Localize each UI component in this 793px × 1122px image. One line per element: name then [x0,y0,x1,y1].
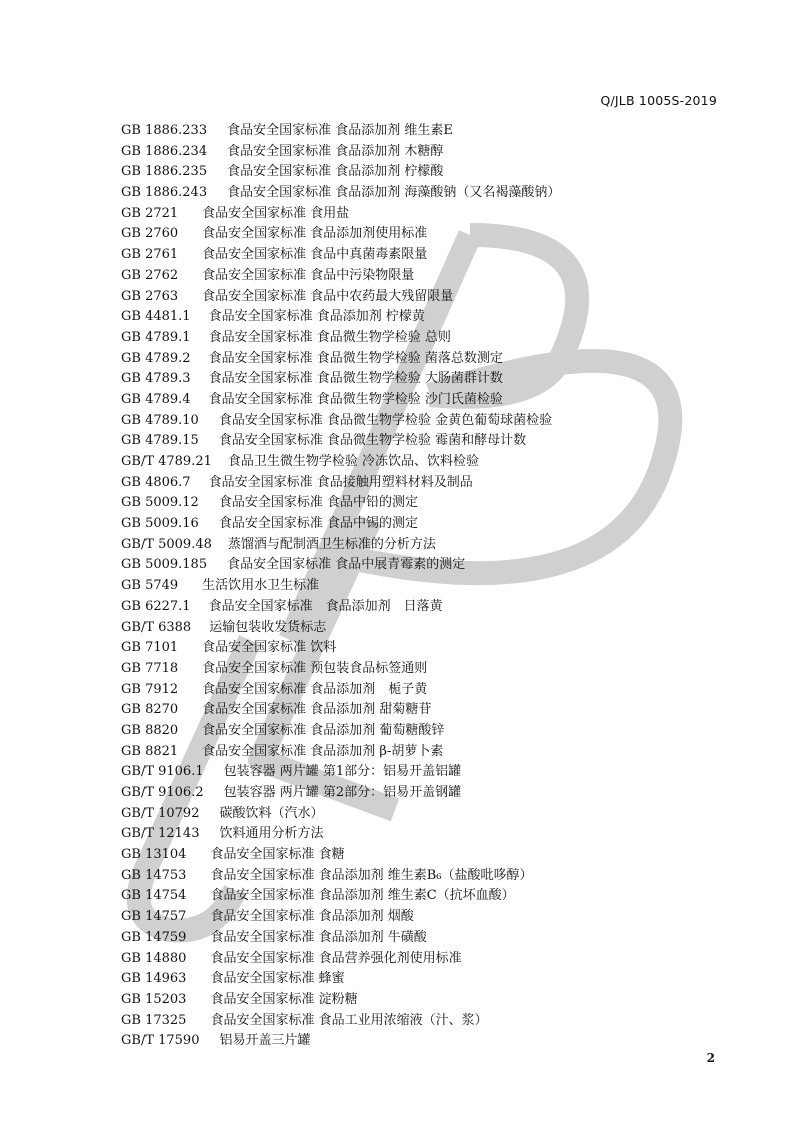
standard-title: 食品安全国家标准 食品中锡的测定 [218,516,418,532]
standard-title: 运输包装收发货标志 [209,619,327,635]
standard-code: GB 2762 [121,267,179,283]
standard-code: GB 14753 [121,867,187,883]
standard-title: 食品安全国家标准 食品微生物学检验 金黄色葡萄球菌检验 [218,412,553,428]
standard-row [121,659,560,680]
standard-row [121,452,560,473]
standard-row [121,804,560,825]
standard-row [121,535,560,556]
standards-list [121,121,560,1052]
standard-code: GB 8270 [121,702,179,718]
standard-title: 食品安全国家标准 食品添加剂 葡萄糖酸锌 [202,722,445,738]
standard-title: 食品安全国家标准 食品添加剂 栀子黄 [202,681,428,697]
standard-row [121,680,560,701]
standard-row [121,949,560,970]
standard-code: GB 4789.4 [121,391,191,407]
standard-row [121,328,560,349]
standard-title: 食品安全国家标准 食品添加剂 甜菊糖苷 [202,702,432,718]
standard-code: GB 4806.7 [121,474,191,490]
standard-title: 食品安全国家标准 食品中农药最大残留限量 [202,288,454,304]
standard-code: GB 5009.16 [121,516,199,532]
standard-code: GB 2760 [121,226,179,242]
standard-code: GB 4789.10 [121,412,199,428]
standard-title: 食品安全国家标准 食糖 [210,847,345,863]
standard-title: 食品安全国家标准 饮料 [202,640,337,656]
standard-title: 食品安全国家标准 食品中铅的测定 [218,495,418,511]
standard-title: 碳酸饮料（汽水） [219,805,324,821]
standard-code: GB 1886.233 [121,123,208,138]
standard-title: 食品安全国家标准 食品添加剂 柠檬黄 [208,309,425,325]
standard-row [121,514,560,535]
standard-title: 食品安全国家标准 食品微生物学检验 沙门氏菌检验 [208,391,503,407]
standard-code: GB 8820 [121,722,179,738]
standard-code: GB/T 6388 [121,619,192,635]
standard-title: 食品安全国家标准 食品中真菌毒素限量 [202,247,428,263]
standard-code: GB 7718 [121,660,179,676]
standard-code: GB 6227.1 [121,598,191,614]
page-number: 2 [706,1051,715,1065]
standard-title: 食品安全国家标准 食品中污染物限量 [202,267,415,283]
standard-row [121,721,560,742]
standard-title: 食品安全国家标准 食品接触用塑料材料及制品 [208,474,473,490]
standard-row [121,638,560,659]
standard-row [121,762,560,783]
standard-code: GB 2761 [121,247,179,263]
standard-title: 食品卫生微生物学检验 冷冻饮品、饮料检验 [227,454,480,469]
standard-row [121,1011,560,1032]
standard-row [121,783,560,804]
standard-row [121,597,560,618]
standard-row [121,886,560,907]
standard-row [121,121,560,142]
standard-code: GB 5009.12 [121,495,199,511]
standard-code: GB 4789.1 [121,329,191,345]
standard-row [121,618,560,639]
standard-code: GB 4481.1 [121,309,191,325]
standard-title: 食品安全国家标准 食品中展青霉素的测定 [227,557,466,573]
standard-title: 包装容器 两片罐 第1部分：铝易开盖铝罐 [223,764,462,780]
standard-row [121,411,560,432]
standard-title: 食品安全国家标准 食用盐 [202,205,350,221]
standard-title: 生活饮用水卫生标准 [202,578,320,594]
standard-title: 蒸馏酒与配制酒卫生标准的分析方法 [227,536,436,552]
standard-code: GB 14963 [121,971,187,987]
standard-code: GB 4789.2 [121,350,191,366]
standard-row [121,824,560,845]
standard-row [121,369,560,390]
standard-code: GB 14754 [121,888,187,904]
standard-row [121,742,560,763]
standard-title: 食品安全国家标准 蜂蜜 [210,971,345,987]
standard-row [121,555,560,576]
standard-code: GB 5009.185 [121,557,208,573]
standard-row [121,700,560,721]
standard-title: 食品安全国家标准 淀粉糖 [210,991,358,1007]
standard-row [121,431,560,452]
standard-row [121,204,560,225]
standard-title: 食品安全国家标准 食品营养强化剂使用标准 [210,950,462,966]
standard-title: 食品安全国家标准 食品添加剂 烟酸 [210,909,414,925]
standard-row [121,990,560,1011]
standard-row [121,928,560,949]
standard-code: GB 7101 [121,640,179,656]
standard-row [121,287,560,308]
standard-code: GB 14757 [121,909,187,925]
standard-code: GB 1886.235 [121,164,208,180]
standard-title: 食品安全国家标准 食品微生物学检验 大肠菌群计数 [208,371,503,387]
standard-row [121,162,560,183]
standard-code: GB 1886.234 [121,143,208,159]
standard-title: 包装容器 两片罐 第2部分：铝易开盖钢罐 [223,785,462,800]
standard-code: GB 14880 [121,950,187,966]
document-code: Q/JLB 1005S-2019 [600,93,717,108]
standard-row [121,266,560,287]
standard-row [121,473,560,494]
standard-row [121,245,560,266]
standard-code: GB 4789.3 [121,371,191,387]
standard-row [121,224,560,245]
standard-code: GB/T 4789.21 [121,454,212,469]
standard-row [121,183,560,204]
standard-row [121,349,560,370]
standard-code: GB/T 12143 [121,826,200,842]
standard-row [121,845,560,866]
standard-code: GB/T 17590 [121,1033,200,1049]
standard-title: 食品安全国家标准 食品微生物学检验 霉菌和酵母计数 [218,433,527,449]
standard-code: GB 14759 [121,929,187,945]
standard-row [121,390,560,411]
standard-code: GB 2763 [121,288,179,304]
standard-code: GB 4789.15 [121,433,199,449]
standard-title: 食品安全国家标准 食品微生物学检验 菌落总数测定 [208,350,503,366]
standard-code: GB/T 10792 [121,805,200,821]
standard-title: 食品安全国家标准 食品添加剂 牛磺酸 [210,929,427,945]
standard-code: GB 7912 [121,681,179,697]
standard-row [121,866,560,887]
standard-code: GB 5749 [121,578,179,594]
standard-title: 食品安全国家标准 食品添加剂 β-胡萝卜素 [202,743,444,759]
standard-code: GB 15203 [121,991,187,1007]
standard-code: GB 17325 [121,1012,187,1028]
standard-title: 食品安全国家标准 食品添加剂 海藻酸钠（又名褐藻酸钠） [227,185,561,201]
standard-title: 食品安全国家标准 食品添加剂 维生素C（抗坏血酸） [210,888,515,904]
standard-row [121,1031,560,1052]
standard-title: 食品安全国家标准 食品工业用浓缩液（汁、浆） [210,1012,488,1028]
standard-row [121,969,560,990]
standard-code: GB 13104 [121,847,187,863]
standard-title: 食品安全国家标准 食品添加剂 维生素B₆（盐酸吡哆醇） [210,867,533,883]
standard-row [121,493,560,514]
standard-row [121,576,560,597]
standard-row [121,142,560,163]
standard-code: GB 8821 [121,743,179,759]
standard-code: GB 2721 [121,205,179,221]
standard-code: GB/T 9106.2 [121,785,204,800]
standard-title: 食品安全国家标准 食品添加剂 维生素E [227,123,453,138]
standard-title: 食品安全国家标准 食品添加剂 日落黄 [208,598,443,614]
standard-title: 食品安全国家标准 预包装食品标签通则 [202,660,428,676]
standard-title: 食品安全国家标准 食品添加剂 柠檬酸 [227,164,444,180]
standard-row [121,907,560,928]
standard-title: 铝易开盖三片罐 [219,1033,311,1049]
standard-code: GB/T 9106.1 [121,764,204,780]
standard-code: GB/T 5009.48 [121,536,212,552]
standard-title: 食品安全国家标准 食品添加剂 木糖醇 [227,143,444,159]
standard-code: GB 1886.243 [121,185,208,201]
standard-row [121,307,560,328]
standard-title: 食品安全国家标准 食品微生物学检验 总则 [208,329,451,345]
standard-title: 食品安全国家标准 食品添加剂使用标准 [202,226,428,242]
standard-title: 饮料通用分析方法 [219,826,324,842]
